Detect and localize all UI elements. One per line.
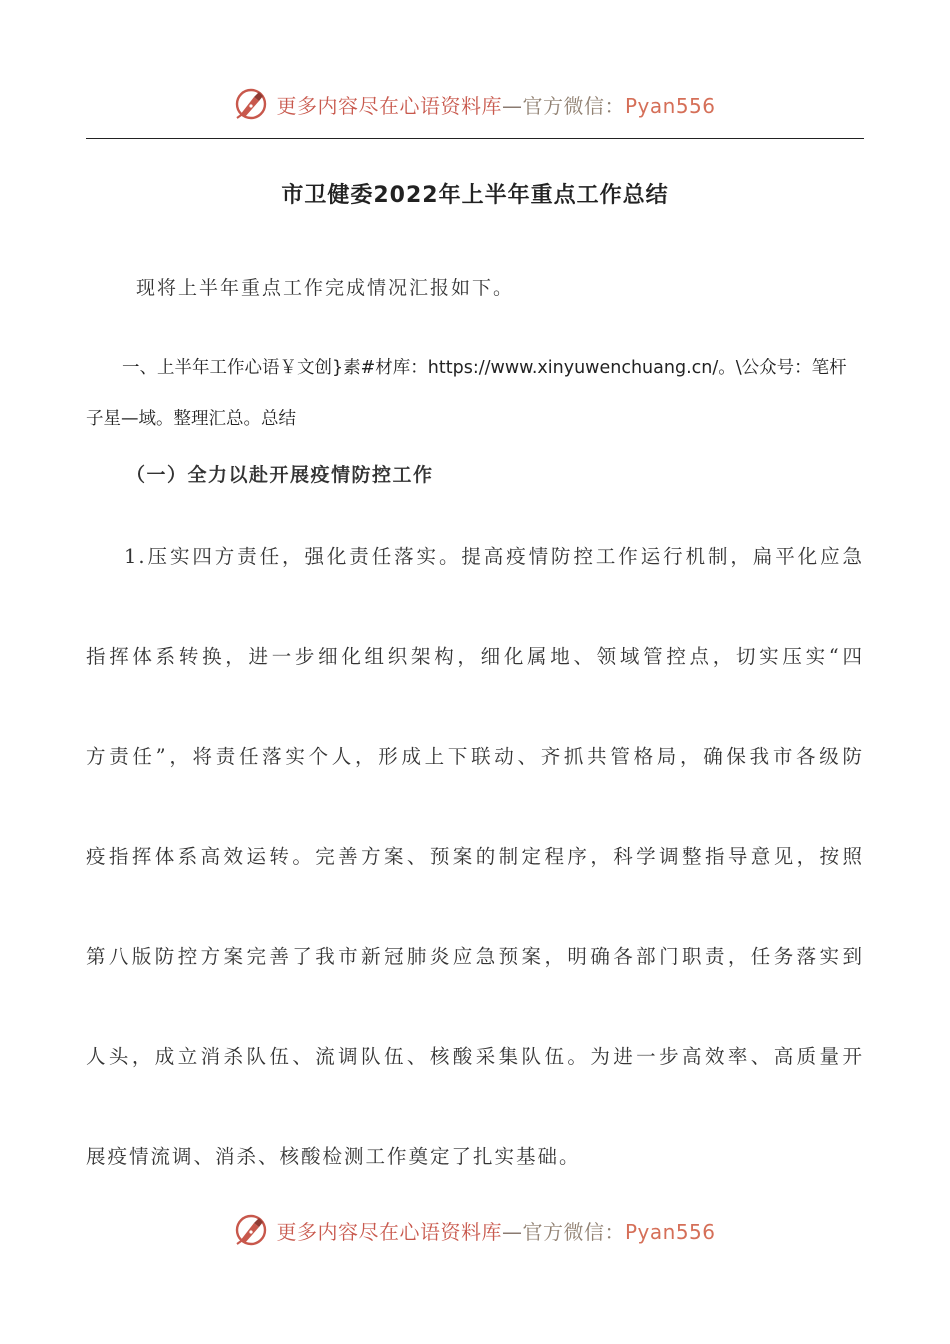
- header-banner-text: [276, 90, 715, 119]
- intro-paragraph: 现将上半年重点工作完成情况汇报如下。: [136, 277, 515, 299]
- paragraph-line: 1.压实四方责任，强化责任落实。提高疫情防控工作运行机制，扁平化应急: [124, 545, 864, 568]
- paragraph-line: 指挥体系转换，进一步细化组织架构，细化属地、领域管控点，切实压实“四: [86, 645, 864, 668]
- body-paragraph-1: [86, 533, 864, 1233]
- header-banner: [0, 82, 950, 126]
- banner-official-label: 官方微信：: [522, 93, 625, 118]
- pen-nib-logo-icon: [234, 1213, 268, 1247]
- banner-dash: —: [501, 93, 523, 118]
- banner-wechat-id: Pyan556: [624, 93, 716, 118]
- banner-brand: 更多内容尽在心语资料库: [276, 93, 502, 118]
- banner-brand: 更多内容尽在心语资料库: [276, 1219, 502, 1244]
- document-title: 市卫健委2022年上半年重点工作总结: [281, 183, 669, 208]
- pen-nib-logo-icon: [234, 87, 268, 121]
- banner-wechat-id: Pyan556: [624, 1219, 716, 1244]
- section-one-heading: 一、上半年工作心语￥文创}素#材库：https://www.xinyuwenchuang.cn/。\公众号：笔杆子星—域。整理汇总。总结: [86, 358, 847, 429]
- paragraph-line: 方责任”，将责任落实个人，形成上下联动、齐抓共管格局，确保我市各级防: [86, 745, 864, 768]
- paragraph-line: 人头，成立消杀队伍、流调队伍、核酸采集队伍。为进一步高效率、高质量开: [86, 1045, 864, 1068]
- footer-banner: [0, 1208, 950, 1252]
- paragraph-line: 疫指挥体系高效运转。完善方案、预案的制定程序，科学调整指导意见，按照: [86, 845, 864, 868]
- paragraph-line: 展疫情流调、消杀、核酸检测工作奠定了扎实基础。: [86, 1145, 581, 1168]
- header-divider: [86, 138, 864, 139]
- footer-banner-text: [276, 1216, 715, 1245]
- paragraph-line: 第八版防控方案完善了我市新冠肺炎应急预案，明确各部门职责，任务落实到: [86, 945, 864, 968]
- subheading-epidemic-control: （一）全力以赴开展疫情防控工作: [126, 464, 434, 486]
- banner-official-label: 官方微信：: [522, 1219, 625, 1244]
- banner-dash: —: [501, 1219, 523, 1244]
